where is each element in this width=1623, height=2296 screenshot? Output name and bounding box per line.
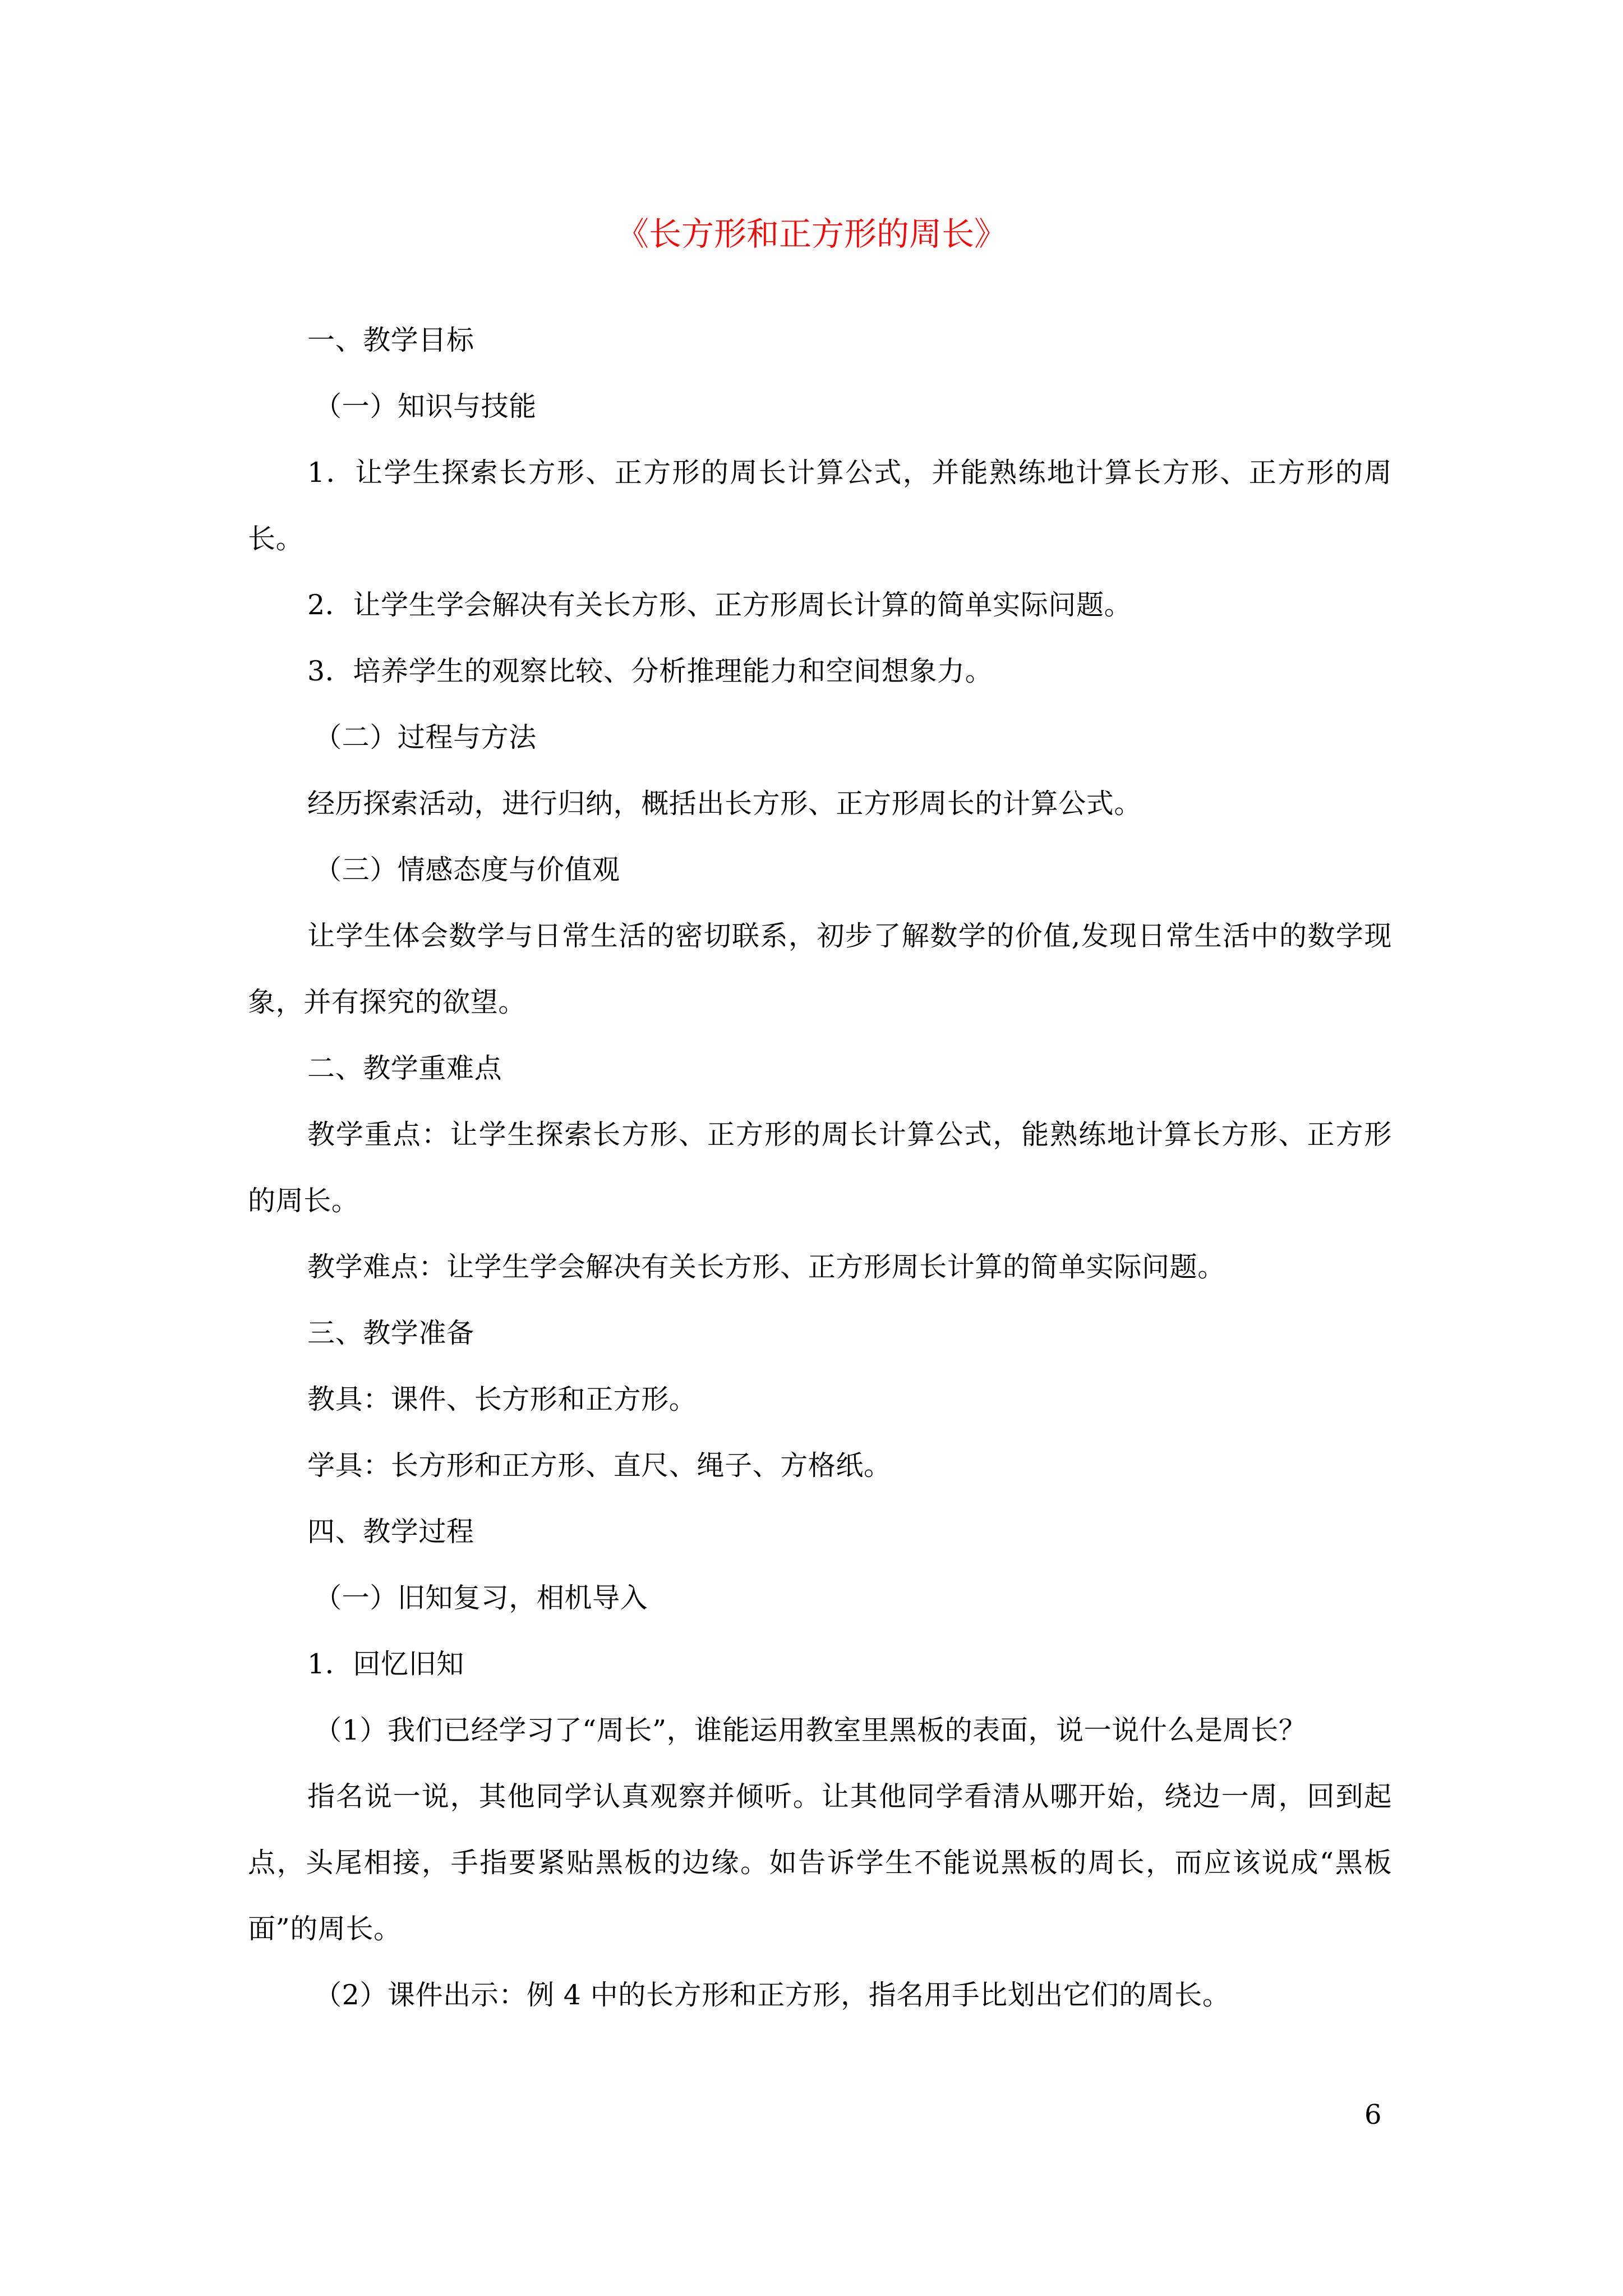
step-question-1: （1）我们已经学习了“周长”，谁能运用教室里黑板的表面，说一说什么是周长？ [314, 1714, 1307, 1746]
process-methods-text: 经历探索活动，进行归纳，概括出长方形、正方形周长的计算公式。 [307, 788, 1142, 820]
heading-teaching-goals: 一、教学目标 [307, 324, 474, 356]
heading-teaching-preparation: 三、教学准备 [307, 1317, 474, 1349]
goal-item-3: 3．培养学生的观察比较、分析推理能力和空间想象力。 [307, 655, 993, 687]
attitudes-values-text: 让学生体会数学与日常生活的密切联系，初步了解数学的价值,发现日常生活中的数学现象，并有探究的欲望。 [248, 920, 1392, 1018]
learning-aids-text: 学具：长方形和正方形、直尺、绳子、方格纸。 [307, 1450, 892, 1481]
subheading-process-methods: （二）过程与方法 [314, 721, 537, 753]
step-question-2: （2）课件出示：例 4 中的长方形和正方形，指名用手比划出它们的周长。 [314, 1979, 1230, 2011]
document-title: 《长方形和正方形的周长》 [616, 215, 1007, 253]
subheading-knowledge-skills: （一）知识与技能 [314, 390, 537, 422]
goal-item-2: 2．让学生学会解决有关长方形、正方形周长计算的简单实际问题。 [307, 589, 1132, 621]
heading-key-difficult-points: 二、教学重难点 [307, 1052, 502, 1084]
step-recall: 1．回忆旧知 [307, 1648, 464, 1680]
step-explanation: 指名说一说，其他同学认真观察并倾听。让其他同学看清从哪开始，绕边一周，回到起点，头尾相接，手指要紧贴黑板的边缘。如告诉学生不能说黑板的周长，而应该说成“黑板面”的周长。 [248, 1780, 1392, 1945]
key-point-text: 教学重点：让学生探索长方形、正方形的周长计算公式，能熟练地计算长方形、正方形的周长。 [248, 1119, 1392, 1217]
subheading-attitudes-values: （三）情感态度与价值观 [314, 854, 620, 886]
teaching-aids-text: 教具：课件、长方形和正方形。 [307, 1383, 697, 1415]
heading-teaching-process: 四、教学过程 [307, 1516, 474, 1548]
goal-item-1: 1．让学生探索长方形、正方形的周长计算公式，并能熟练地计算长方形、正方形的周长。 [248, 457, 1392, 555]
page-number: 6 [1364, 2099, 1382, 2131]
subheading-review-introduction: （一）旧知复习，相机导入 [314, 1582, 648, 1614]
difficult-point-text: 教学难点：让学生学会解决有关长方形、正方形周长计算的简单实际问题。 [307, 1251, 1225, 1283]
document-body [248, 307, 1392, 2028]
